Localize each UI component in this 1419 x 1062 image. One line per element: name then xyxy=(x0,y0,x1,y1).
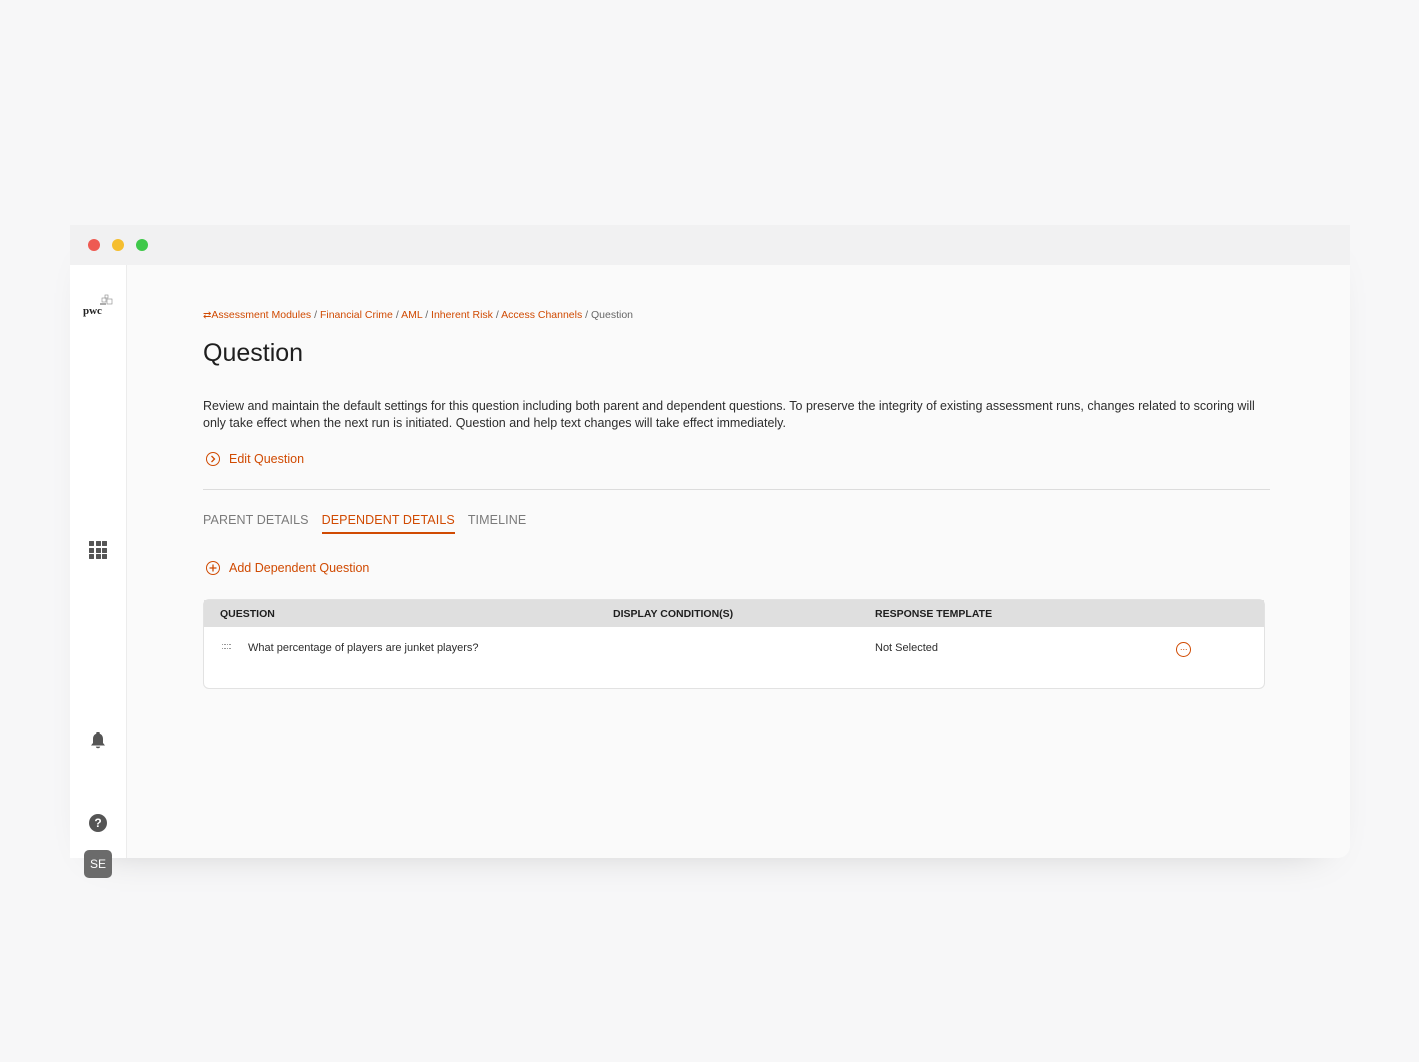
column-header-question: QUESTION xyxy=(220,608,275,620)
breadcrumb-separator: / xyxy=(585,309,589,321)
minimize-window-button[interactable] xyxy=(112,239,124,251)
tab-timeline[interactable]: TIMELINE xyxy=(467,513,527,527)
breadcrumb-item-financial-crime[interactable]: Financial Crime xyxy=(319,309,393,321)
dependent-questions-table xyxy=(203,599,1265,689)
edit-question-label: Edit Question xyxy=(229,452,305,466)
row-question: What percentage of players are junket players? xyxy=(248,642,479,654)
breadcrumb-separator: / xyxy=(395,309,399,321)
breadcrumb-separator: / xyxy=(314,309,318,321)
page-title: Question xyxy=(203,339,304,367)
drag-handle-icon[interactable] xyxy=(222,644,231,650)
logo-text: pwc xyxy=(83,305,102,317)
chevron-right-circle-icon xyxy=(206,452,220,466)
close-window-button[interactable] xyxy=(88,239,100,251)
column-header-display-conditions: DISPLAY CONDITION(S) xyxy=(613,608,734,620)
help-icon[interactable]: ? xyxy=(89,814,107,832)
window-titlebar xyxy=(70,225,1350,265)
pwc-logo-mark xyxy=(100,295,114,305)
app-window xyxy=(70,225,1350,871)
breadcrumb-separator: / xyxy=(425,309,429,321)
swap-icon: ⇄ xyxy=(203,310,212,321)
table-row[interactable] xyxy=(204,627,1264,687)
bell-icon[interactable] xyxy=(88,731,108,751)
table-header xyxy=(204,600,1264,627)
avatar[interactable]: SE xyxy=(84,850,112,878)
maximize-window-button[interactable] xyxy=(136,239,148,251)
add-dependent-question-label: Add Dependent Question xyxy=(229,561,370,575)
column-header-response-template: RESPONSE TEMPLATE xyxy=(875,608,993,620)
breadcrumb-current: Question xyxy=(591,309,634,321)
grid-icon[interactable] xyxy=(89,541,107,559)
pwc-logo[interactable] xyxy=(83,295,115,317)
more-options-icon[interactable]: ··· xyxy=(1176,642,1191,657)
edit-question-button[interactable] xyxy=(206,452,304,466)
breadcrumb-item-inherent-risk[interactable]: Inherent Risk xyxy=(431,309,493,321)
row-response-template: Not Selected xyxy=(875,642,938,654)
add-dependent-question-button[interactable] xyxy=(206,561,369,575)
breadcrumb-separator: / xyxy=(495,309,499,321)
breadcrumb-item-assessment-modules[interactable]: Assessment Modules xyxy=(211,309,312,321)
plus-circle-icon xyxy=(206,561,220,575)
breadcrumb-item-aml[interactable]: AML xyxy=(401,309,423,321)
page-description: Review and maintain the default settings for this question including both parent and dependent questions. To preserve the integrity of existing assessment runs, changes related to scoring will only take effect when the next run is initiated. Question and help text changes will take effect immediately. xyxy=(203,399,1255,430)
tab-dependent-details[interactable]: DEPENDENT DETAILS xyxy=(322,513,455,534)
sidebar xyxy=(70,265,127,871)
tab-parent-details[interactable]: PARENT DETAILS xyxy=(203,513,309,527)
tab-bar xyxy=(203,513,539,534)
breadcrumb xyxy=(203,309,633,321)
breadcrumb-item-access-channels[interactable]: Access Channels xyxy=(501,309,583,321)
section-divider xyxy=(203,489,1270,490)
